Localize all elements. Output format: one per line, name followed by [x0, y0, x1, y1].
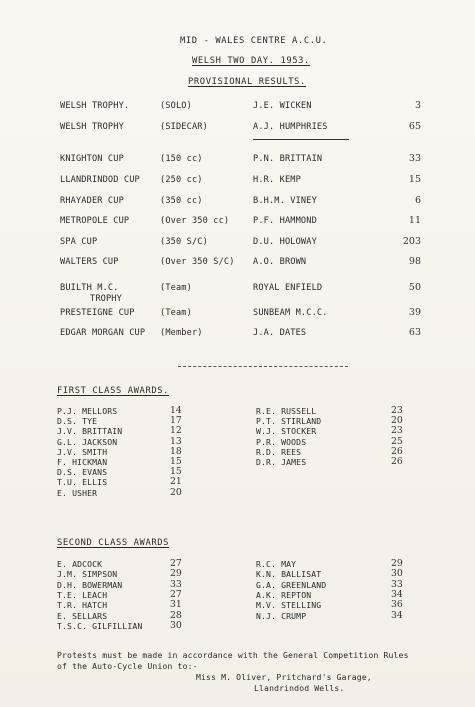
trophy-name: EDGAR MORGAN CUP [60, 328, 146, 338]
protest-note-line2: of the Auto-Cycle Union to:- [57, 661, 198, 671]
trophy-value: 3 [414, 100, 421, 111]
trophy-value: 15 [408, 174, 421, 185]
trophy-value: 6 [414, 195, 421, 206]
award-name: P.R. WOODS [256, 436, 307, 447]
trophy-winner: H.R. KEMP [253, 175, 301, 185]
award-name: K.N. BALLISAT [256, 569, 322, 580]
award-score: 14 [170, 405, 182, 416]
award-score: 23 [391, 425, 403, 437]
contact-address-line: Llandrindod Wells. [254, 683, 345, 693]
trophy-name-cont: TROPHY [90, 294, 122, 304]
trophy-value: 98 [408, 256, 421, 267]
contact-name-line: Miss M. Oliver, Pritchard's Garage, [196, 672, 372, 682]
award-score: 12 [170, 425, 182, 437]
award-score: 26 [391, 445, 403, 457]
trophy-name: METROPOLE CUP [60, 216, 130, 226]
trophy-name: SPA CUP [60, 237, 98, 247]
award-name: J.V. BRITTAIN [57, 426, 123, 437]
award-score: 25 [391, 435, 403, 447]
award-name: E. USHER [57, 487, 98, 498]
trophy-name: WELSH TROPHY. [60, 101, 130, 111]
award-score: 20 [391, 415, 403, 427]
award-score: 36 [391, 599, 403, 611]
award-name: D.R. JAMES [256, 457, 307, 467]
award-score: 23 [391, 405, 403, 416]
trophy-class: (Team) [160, 308, 192, 318]
award-name: A.K. REPTON [256, 589, 312, 600]
trophy-class: (SOLO) [160, 101, 192, 111]
award-score: 18 [170, 445, 182, 457]
award-score: 17 [170, 415, 182, 427]
award-score: 30 [391, 568, 403, 580]
trophy-class: (Team) [160, 283, 192, 293]
award-name: T.R. HATCH [57, 600, 108, 611]
award-name: R.E. RUSSELL [256, 406, 317, 416]
trophy-winner: J.E. WICKEN [253, 101, 312, 111]
award-name: G.A. GREENLAND [256, 579, 327, 590]
award-name: R.D. REES [256, 446, 302, 457]
award-score: 20 [170, 486, 182, 498]
award-name: P.T. STIRLAND [256, 416, 322, 427]
award-name: D.S. EVANS [57, 467, 108, 478]
award-name: G.L. JACKSON [57, 436, 118, 447]
org-heading: MID - WALES CENTRE A.C.U. [180, 36, 328, 46]
trophy-winner: D.U. HOLOWAY [253, 237, 317, 247]
trophy-name: KNIGHTON CUP [60, 154, 124, 164]
award-score: 26 [391, 456, 403, 467]
award-name: R.C. MAY [256, 559, 297, 569]
trophy-name: LLANDRINDOD CUP [60, 175, 140, 185]
trophy-winner: SUNBEAM M.C.C. [253, 308, 328, 318]
trophy-name: RHAYADER CUP [60, 196, 124, 206]
award-name: D.S. TYE [57, 416, 98, 427]
trophy-winner: P.N. BRITTAIN [253, 154, 323, 164]
trophy-class: (Over 350 cc) [160, 216, 230, 226]
award-name: F. HICKMAN [57, 457, 108, 467]
second-class-heading: SECOND CLASS AWARDS [57, 538, 170, 548]
trophy-name: BUILTH M.C. [60, 283, 119, 293]
trophy-winner: ROYAL ENFIELD [253, 283, 323, 293]
award-score: 27 [170, 588, 182, 600]
award-score: 15 [170, 466, 182, 478]
award-score: 30 [170, 619, 182, 631]
award-score: 34 [391, 588, 403, 600]
divider-rule [253, 139, 349, 140]
trophy-class: (Over 350 S/C) [160, 257, 235, 267]
trophy-value: 63 [408, 327, 421, 338]
trophy-winner: P.F. HAMMOND [253, 216, 317, 226]
award-name: M.V. STELLING [256, 600, 322, 611]
trophy-value: 11 [408, 215, 421, 226]
trophy-value: 203 [402, 236, 421, 247]
trophy-name: WALTERS CUP [60, 257, 119, 267]
award-name: T.U. ELLIS [57, 477, 108, 488]
event-title: WELSH TWO DAY. 1953. [192, 56, 310, 66]
award-score: 27 [170, 558, 182, 569]
award-name: T.S.C. GILFILLIAN [57, 620, 143, 631]
trophy-class: (SIDECAR) [160, 122, 208, 132]
trophy-winner: J.A. DATES [253, 328, 307, 338]
award-score: 13 [170, 435, 182, 447]
trophy-winner: A.O. BROWN [253, 257, 307, 267]
trophy-class: (350 S/C) [160, 237, 208, 247]
trophy-value: 39 [408, 307, 421, 318]
award-score: 31 [170, 599, 182, 611]
trophy-class: (350 cc) [160, 196, 203, 206]
trophy-class: (150 cc) [160, 154, 203, 164]
award-score: 28 [170, 609, 182, 621]
trophy-winner: B.H.M. VINEY [253, 196, 317, 206]
trophy-name: PRESTEIGNE CUP [60, 308, 135, 318]
trophy-class: (Member) [160, 328, 203, 338]
divider-dashed [178, 366, 348, 367]
award-name: J.M. SIMPSON [57, 569, 118, 580]
award-name: N.J. CRUMP [256, 610, 307, 621]
award-name: E. SELLARS [57, 610, 108, 621]
trophy-winner: A.J. HUMPHRIES [253, 122, 328, 132]
award-name: J.V. SMITH [57, 446, 108, 457]
award-name: E. ADCOCK [57, 559, 103, 569]
award-name: P.J. MELLORS [57, 406, 118, 416]
award-score: 21 [170, 476, 182, 488]
award-score: 33 [391, 578, 403, 590]
results-subtitle: PROVISIONAL RESULTS. [188, 77, 306, 87]
award-score: 29 [391, 558, 403, 569]
trophy-class: (250 cc) [160, 175, 203, 185]
trophy-value: 50 [408, 282, 421, 293]
award-score: 34 [391, 609, 403, 621]
protest-note-line1: Protests must be made in accordance with the General Competition Rules [57, 650, 409, 660]
award-name: D.H. BOWERMAN [57, 579, 123, 590]
award-score: 15 [170, 456, 182, 467]
trophy-name: WELSH TROPHY [60, 122, 124, 132]
trophy-value: 33 [408, 153, 421, 164]
award-score: 29 [170, 568, 182, 580]
first-class-heading: FIRST CLASS AWARDS. [57, 386, 170, 396]
award-name: T.E. LEACH [57, 589, 108, 600]
award-name: W.J. STOCKER [256, 426, 317, 437]
trophy-value: 65 [408, 121, 421, 132]
award-score: 33 [170, 578, 182, 590]
